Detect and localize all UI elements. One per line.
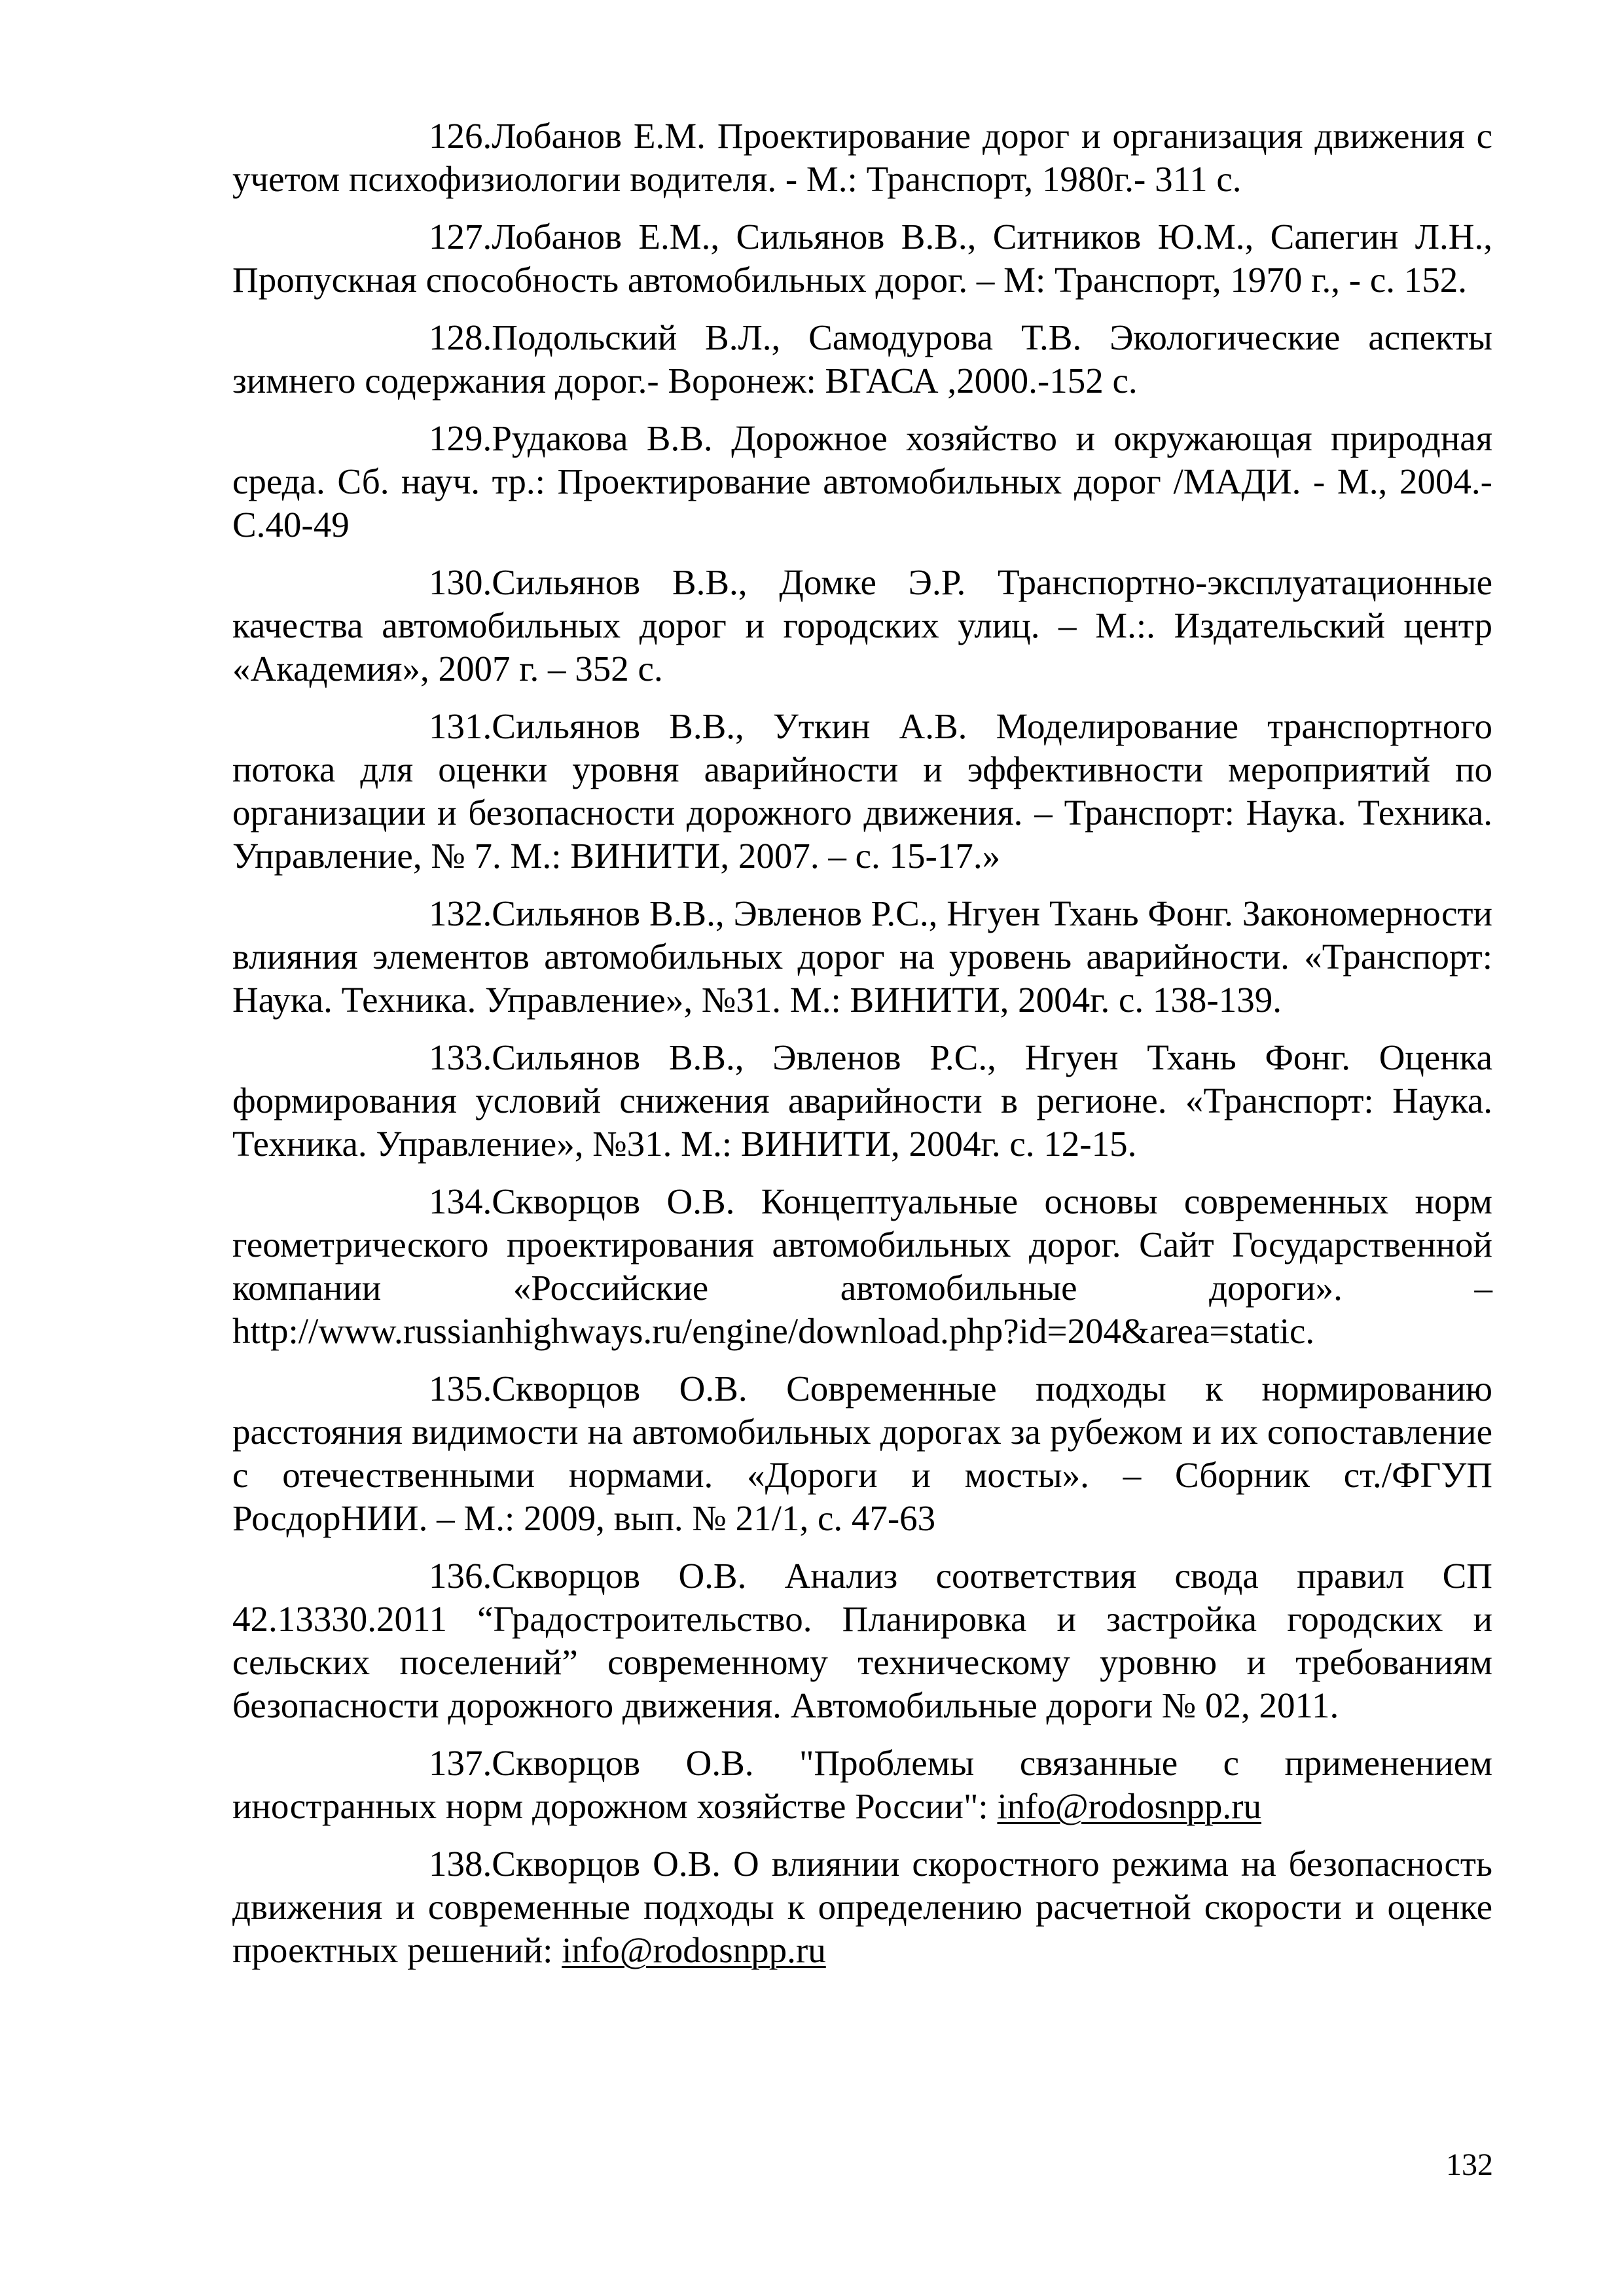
reference-item: [232, 215, 1492, 302]
reference-number: 130.: [429, 562, 492, 602]
reference-text: Скворцов О.В. "Проблемы связанные с применением иностранных норм дорожном хозяйстве России":: [232, 1743, 1492, 1826]
reference-text: Скворцов О.В. Концептуальные основы современных норм геометрического проектирования автомобильных дорог. Сайт Государственной компании «Российские автомобильные дороги». – http://www.russianhighways.ru/engine/download.php?id=204&area=static.: [232, 1181, 1492, 1351]
reference-text: Сильянов В.В., Эвленов Р.С., Нгуен Тхань Фонг. Закономерности влияния элементов автомобильных дорог на уровень аварийности. «Транспорт: Наука. Техника. Управление», №31. М.: ВИНИТИ, 2004г. с. 138-139.: [232, 893, 1492, 1020]
reference-text: Сильянов В.В., Домке Э.Р. Транспортно-эксплуатационные качества автомобильных дорог и городских улиц. – М.:. Издательский центр «Академия», 2007 г. – 352 с.: [232, 562, 1492, 689]
reference-text: Сильянов В.В., Эвленов Р.С., Нгуен Тхань Фонг. Оценка формирования условий снижения аварийности в регионе. «Транспорт: Наука. Техника. Управление», №31. М.: ВИНИТИ, 2004г. с. 12-15.: [232, 1037, 1492, 1164]
reference-number: 131.: [429, 706, 492, 746]
reference-item: [232, 115, 1492, 201]
reference-text: Лобанов Е.М., Сильянов В.В., Ситников Ю.М., Сапегин Л.Н., Пропускная способность автомобильных дорог. – М: Транспорт, 1970 г., - с. 152.: [232, 217, 1492, 300]
reference-number: 135.: [429, 1369, 492, 1408]
reference-number: 137.: [429, 1743, 492, 1783]
reference-text: Лобанов Е.М. Проектирование дорог и организация движения с учетом психофизиологии водителя. - М.: Транспорт, 1980г.- 311 с.: [232, 116, 1492, 199]
reference-item: [232, 417, 1492, 547]
reference-number: 127.: [429, 217, 492, 257]
page-number: 132: [1446, 2147, 1493, 2182]
reference-text: Сильянов В.В., Уткин А.В. Моделирование транспортного потока для оценки уровня аварийности и эффективности мероприятий по организации и безопасности дорожного движения. – Транспорт: Наука. Техника. Управление, № 7. М.: ВИНИТИ, 2007. – с. 15-17.»: [232, 706, 1492, 876]
reference-text: Скворцов О.В. Анализ соответствия свода правил СП 42.13330.2011 “Градостроительство. Планировка и застройка городских и сельских поселений” современному техническому уровню и требованиям безопасности дорожного движения. Автомобильные дороги № 02, 2011.: [232, 1556, 1492, 1725]
reference-item: [232, 892, 1492, 1022]
reference-number: 129.: [429, 418, 492, 458]
reference-number: 132.: [429, 893, 492, 933]
reference-number: 126.: [429, 116, 492, 156]
reference-text: Скворцов О.В. О влиянии скоростного режима на безопасность движения и современные подходы к определению расчетной скорости и оценке проектных решений:: [232, 1844, 1492, 1970]
reference-item: [232, 1842, 1492, 1972]
reference-item: [232, 1180, 1492, 1353]
reference-item: [232, 705, 1492, 878]
email-link[interactable]: info@rodosnpp.ru: [562, 1930, 826, 1970]
reference-text: Рудакова В.В. Дорожное хозяйство и окружающая природная среда. Сб. науч. тр.: Проектирование автомобильных дорог /МАДИ. - М., 2004.- С.40-49: [232, 418, 1492, 545]
reference-number: 136.: [429, 1556, 492, 1596]
reference-number: 128.: [429, 317, 492, 357]
reference-item: [232, 1742, 1492, 1828]
reference-item: [232, 1554, 1492, 1727]
reference-text: Скворцов О.В. Современные подходы к нормированию расстояния видимости на автомобильных дорогах за рубежом и их сопоставление с отечественными нормами. «Дороги и мосты». – Сборник ст./ФГУП РосдорНИИ. – М.: 2009, вып. № 21/1, с. 47-63: [232, 1369, 1492, 1538]
reference-number: 134.: [429, 1181, 492, 1221]
reference-number: 138.: [429, 1844, 492, 1884]
reference-number: 133.: [429, 1037, 492, 1077]
reference-text: Подольский В.Л., Самодурова Т.В. Экологические аспекты зимнего содержания дорог.- Воронеж: ВГАСА ,2000.-152 с.: [232, 317, 1492, 401]
reference-item: [232, 1036, 1492, 1166]
reference-item: [232, 561, 1492, 691]
reference-item: [232, 316, 1492, 403]
email-link[interactable]: info@rodosnpp.ru: [997, 1786, 1261, 1826]
reference-item: [232, 1367, 1492, 1540]
reference-list: [232, 115, 1492, 1986]
